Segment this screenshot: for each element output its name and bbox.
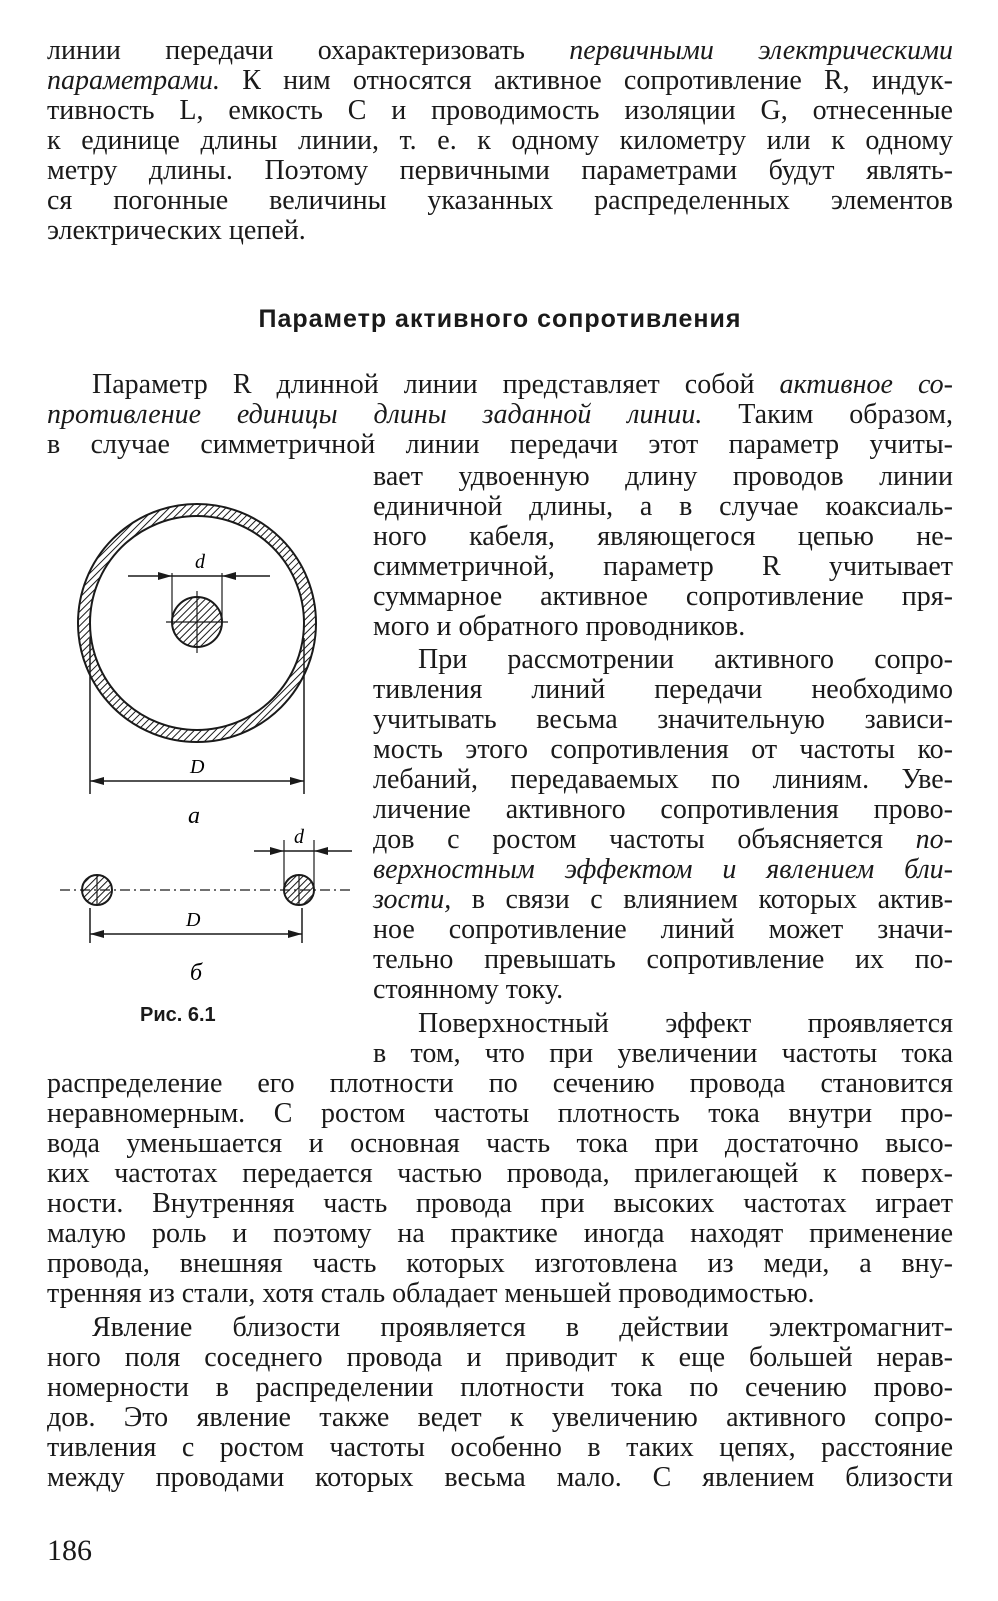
text-line: верхностным эффектом и явлением бли- <box>373 854 953 885</box>
text-line: стоянному току. <box>373 974 564 1005</box>
text-line: тивления с ростом частоты особенно в таких цепях, расстояние <box>47 1432 953 1463</box>
outer-diameter-label: D <box>190 756 205 778</box>
subfigure-label-a: а <box>188 803 200 829</box>
text-line: провода, внешняя часть которых изготовлена из меди, а вну- <box>47 1248 953 1279</box>
section-heading: Параметр активного сопротивления <box>258 305 742 333</box>
text-line: номерности в распределении плотности тока по сечению прово- <box>47 1372 953 1403</box>
text-line: неравномерным. С ростом частоты плотность тока внутри про- <box>47 1098 953 1129</box>
text-line: ся погонные величины указанных распределенных элементов <box>47 185 953 216</box>
text-line: электрических цепей. <box>47 215 306 246</box>
text-line: тивность L, емкость C и проводимость изоляции G, отнесенные <box>47 95 953 126</box>
text-line: Явление близости проявляется в действии электромагнит- <box>92 1312 953 1343</box>
text-line: учитывать весьма значительную зависи- <box>373 704 953 735</box>
inner-diameter-label: d <box>195 551 205 573</box>
text-line: единичной длины, а в случае коаксиаль- <box>373 491 953 522</box>
text-line: мость этого сопротивления от частоты ко- <box>373 734 953 765</box>
text-line: ного кабеля, являющегося цепью не- <box>373 521 953 552</box>
text-line: личение активного сопротивления прово- <box>373 794 953 825</box>
text-line: тельно превышать сопротивление их по- <box>373 944 953 975</box>
text-line: в том, что при увеличении частоты тока <box>373 1038 953 1069</box>
text-line: в случае симметричной линии передачи этот параметр учиты- <box>47 429 953 460</box>
text-line: параметрами. К ним относятся активное сопротивление R, индук- <box>47 65 953 96</box>
text-line: ное сопротивление линий может значи- <box>373 914 953 945</box>
text-line: дов с ростом частоты объясняется по- <box>373 824 953 855</box>
symmetric-line-diagram <box>60 826 352 986</box>
page-number: 186 <box>47 1534 92 1567</box>
text-line: При рассмотрении активного сопро- <box>418 644 953 675</box>
text-line: ких частотах передается частью провода, прилегающей к поверх- <box>47 1158 953 1189</box>
text-line: лебаний, передаваемых по линиям. Уве- <box>373 764 953 795</box>
text-line: Параметр R длинной линии представляет собой активное со- <box>92 369 953 400</box>
text-line: дов. Это явление также ведет к увеличению активного сопро- <box>47 1402 953 1433</box>
text-line: симметричной, параметр R учитывает <box>373 551 953 582</box>
text-line: линии передачи охарактеризовать первичными электрическими <box>47 35 953 66</box>
text-line: вода уменьшается и основная часть тока при достаточно высо- <box>47 1128 953 1159</box>
text-line: вает удвоенную длину проводов линии <box>373 461 953 492</box>
subfigure-label-b: б <box>190 960 203 986</box>
text-line: ности. Внутренняя часть провода при высоких частотах играет <box>47 1188 953 1219</box>
text-line: зости, в связи с влиянием которых актив- <box>373 884 953 915</box>
text-line: малую роль и поэтому на практике иногда находят применение <box>47 1218 953 1249</box>
coaxial-cable-diagram <box>78 504 316 829</box>
text-line: метру длины. Поэтому первичными параметрами будут являть- <box>47 155 953 186</box>
wire-diameter-label: d <box>294 826 304 848</box>
text-line: к единице длины линии, т. е. к одному километру или к одному <box>47 125 953 156</box>
text-line: суммарное активное сопротивление пря- <box>373 581 953 612</box>
wire-spacing-label: D <box>186 909 201 931</box>
text-line: Поверхностный эффект проявляется <box>418 1008 953 1039</box>
text-line: тренняя из стали, хотя сталь обладает меньшей проводимостью. <box>47 1278 815 1309</box>
text-line: тивления линий передачи необходимо <box>373 674 953 705</box>
text-line: между проводами которых весьма мало. С явлением близости <box>47 1462 953 1493</box>
text-line: ного поля соседнего провода и приводит к еще большей нерав- <box>47 1342 953 1373</box>
figure-caption: Рис. 6.1 <box>140 1004 216 1026</box>
text-line: распределение его плотности по сечению провода становится <box>47 1068 953 1099</box>
figure-6-1 <box>40 488 370 1008</box>
text-line: противление единицы длины заданной линии. Таким образом, <box>47 399 953 430</box>
text-line: мого и обратного проводников. <box>373 611 746 642</box>
